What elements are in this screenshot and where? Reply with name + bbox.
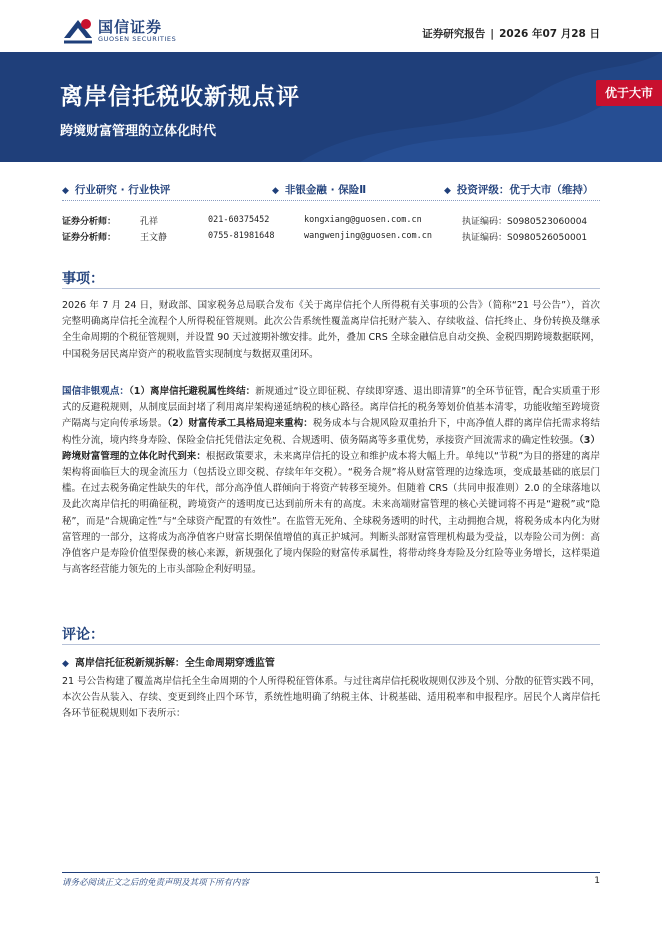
viewpoint-point-3-title: （3）跨境财富管理的立体化时代到来： [62,434,600,462]
report-title: 离岸信托税收新规点评 [60,84,300,110]
diamond-icon: ◆ [62,186,69,196]
analyst-1-phone: 021-60375452 [208,215,270,225]
report-date: 2026 年07 月28 日 [499,28,600,40]
info-category [62,182,170,197]
analyst-2-name: 王文静 [140,233,168,243]
viewpoint-point-2-title: （2）财富传承工具格局迎来重构： [167,418,313,430]
rating-badge: 优于大市 [596,80,662,106]
analyst-1-name: 孔祥 [140,217,159,227]
logo-name-cn: 国信证券 [98,18,163,36]
viewpoint-paragraph [62,384,600,578]
info-sector-label: 非银金融 · 保险Ⅱ [284,184,367,196]
page-number: 1 [594,876,600,886]
viewpoint-point-1: 新规通过“设立即征税、存续即穿透、退出即清算”的全环节征管，配合实质重于形式的反避税规则，从制度层面封堵了利用离岸架构递延纳税的核心路径。离岸信托的税务筹划价值基本清零，功能收缩至跨境资产隔离与定向传承场景。 [62,386,600,430]
logo-name-en: GUOSEN SECURITIES [98,35,177,43]
event-heading-rule [62,288,600,289]
diamond-icon: ◆ [444,186,451,196]
analyst-1-email[interactable]: kongxiang@guosen.com.cn [304,215,422,225]
viewpoint-point-1-title: （1）离岸信托避税属性终结： [128,386,256,397]
banner-wave-decoration [300,52,662,162]
company-logo [62,14,192,48]
analyst-1-role: 证券分析师： [62,217,117,227]
info-divider [62,200,600,201]
report-subtitle: 跨境财富管理的立体化时代 [60,124,217,139]
analyst-2-phone: 0755-81981648 [208,231,275,241]
analyst-2-license: 执证编码：S0980526050001 [462,233,588,243]
diamond-icon: ◆ [62,659,69,669]
viewpoint-lead: 国信非银观点： [62,386,129,397]
header-meta [422,26,600,41]
info-rating-label: 投资评级：优于大市（维持） [456,184,594,196]
diamond-icon: ◆ [272,186,279,196]
event-paragraph: 2026 年 7 月 24 日，财政部、国家税务总局联合发布《关于离岸信托个人所得税有关事项的公告》（简称“21 号公告”），首次完整明确离岸信托全流程个人所得税征管规则。此次公告系统性覆盖离岸信托财产装入、存续收益、信托终止、身份转换及继承全生命周期的个税征管规则，并设置 90 天过渡期补缴安排。此外，叠加 CRS 全球金融信息自动交换、金税四期跨境数据联网，中国税务居民离岸资产的税收监管实现制度与数据双重闭环。 [62,300,600,360]
analyst-1-license: 执证编码：S0980523060004 [462,217,588,227]
comment-subheading-text: 离岸信托征税新规拆解：全生命周期穿透监管 [74,658,275,669]
analyst-2-email[interactable]: wangwenjing@guosen.com.cn [304,231,432,241]
info-rating [444,182,593,197]
event-heading: 事项： [62,271,104,287]
logo-mark-icon [62,16,94,46]
report-type: 证券研究报告 [422,28,486,40]
header-separator: | [490,28,495,40]
footer-disclaimer: 请务必阅读正文之后的免责声明及其项下所有内容 [62,878,250,888]
footer-rule [62,872,600,873]
viewpoint-point-3: 根据政策要求，未来离岸信托的设立和维护成本将大幅上升。单纯以“节税”为目的搭建的离岸架构将面临巨大的现金流压力（包括设立即交税、存续年年交税）。“税务合规”将从财富管理的边缘选项，变成最基础的底层门槛。在过去税务确定性缺失的年代，部分高净值人群倾向于将资产转移至境外。但随着 CRS（共同申报准则）2.0 的全球落地以及此次离岸信托的明确征税，跨境资产的透明度已达到前所未有的高度。未来高端财富管理的核心关键词将不再是“避税”或“隐秘”，而是“合规确定性”与“全球资产配置的有效性”。在监管无死角、全球税务透明的时代，主动拥抱合规，将税务成本内化为财富管理的一部分，这将成为高净值客户财富长期保值增值的真正护城河。判断头部财富管理机构最为受益，以寿险公司为例：高净值客户是寿险价值型保费的核心来源，新规强化了境内保险的财富传承属性，将带动终身寿险及分红险等业务增长，这样渠道与高客经营能力领先的上市头部险企利好明显。 [62,450,600,576]
comment-heading-rule [62,644,600,645]
viewpoint-point-2: 税务成本与合规风险双重抬升下，中高净值人群的离岸信托需求将结构性分流，境内终身寿险、保险金信托凭借法定免税、合规透明、债务隔离等多重优势，承接资产回流需求的确定性较强。 [62,418,600,446]
comment-heading: 评论： [62,627,104,643]
title-banner [0,52,662,162]
info-sector [272,182,366,197]
comment-paragraph: 21 号公告构建了覆盖离岸信托全生命周期的个人所得税征管体系。与过往离岸信托税收规则仅涉及个别、分散的征管实践不同，本次公告从装入、存续、变更到终止四个环节，系统性地明确了纳税主体、计税基础、适用税率和申报程序。居民个人离岸信托各环节征税规则如下表所示： [62,676,600,720]
comment-subheading [62,654,275,669]
analyst-2-role: 证券分析师： [62,233,117,243]
info-category-label: 行业研究 · 行业快评 [74,184,171,196]
